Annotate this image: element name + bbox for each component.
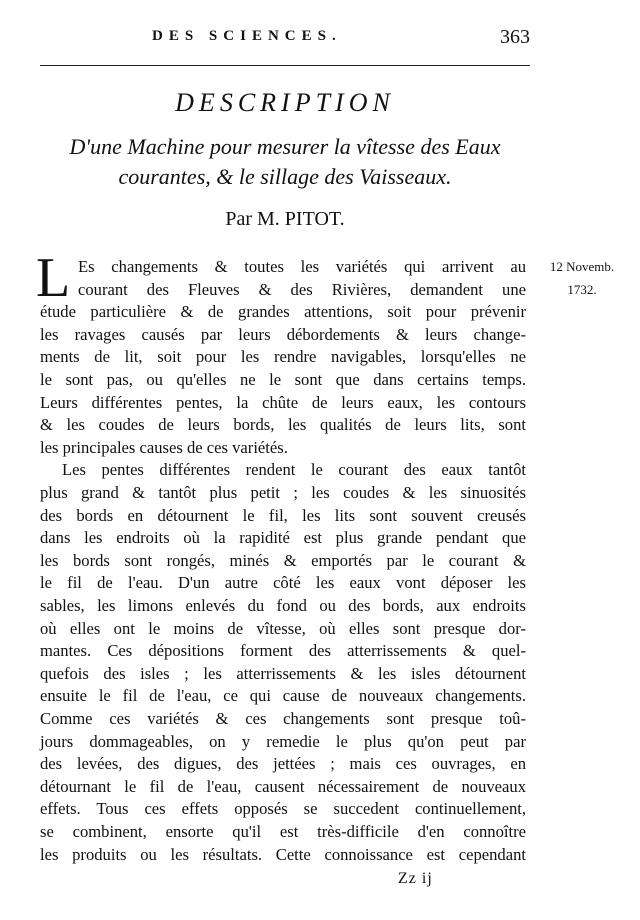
article-title: DESCRIPTION bbox=[175, 88, 395, 117]
text-line: plus grand & tantôt plus petit ; les coudes & les sinuosités bbox=[40, 483, 526, 502]
subtitle-line: D'une Machine pour mesurer la vîtesse des Eaux bbox=[69, 134, 501, 159]
text-line: se combinent, ensorte qu'il est très-difficile d'en connoître bbox=[40, 822, 526, 841]
text-line: détournant le fil de l'eau, causent nécessairement de nouveaux bbox=[40, 776, 526, 796]
text-line: les principales causes de ces variétés. bbox=[40, 437, 288, 457]
text-line: Les pentes différentes rendent le courant des eaux tantôt bbox=[62, 460, 526, 480]
text-line: effets. Tous ces effets opposés se succedent continuellement, bbox=[40, 799, 526, 819]
signature-mark: Zz ij bbox=[398, 870, 433, 888]
text-line: le fil de l'eau. D'un autre côté les eaux vont déposer les bbox=[40, 573, 526, 593]
text-line: sables, les limons enlevés du fond ou des bords, aux endroits bbox=[40, 596, 526, 615]
text-line: les produits ou les résultats. Cette connoissance est cependant bbox=[40, 844, 526, 864]
text-line: les ravages causés par leurs débordements & leurs change- bbox=[40, 324, 526, 344]
text-line: jours dommageables, on y remedie le plus qu'on peut par bbox=[40, 731, 526, 751]
text-line: quefois des isles ; les atterrissements & les isles détournent bbox=[40, 663, 526, 683]
page-number: 363 bbox=[500, 26, 530, 48]
margin-note-year: 1732. bbox=[567, 281, 597, 297]
text-line: ments de lit, soit pour les rendre navigables, lorsqu'elles ne bbox=[40, 347, 526, 367]
text-line: dans les endroits où la rapidité est plus grande pendant que bbox=[40, 528, 526, 548]
text-line: le sont pas, ou qu'elles ne le sont que dans certains temps. bbox=[40, 370, 526, 389]
text-line: ensuite le fil de l'eau, ce qui cause de nouveaux changements. bbox=[40, 686, 526, 706]
text-line: Comme ces variétés & ces changements sont presque toû- bbox=[40, 709, 526, 728]
text-line: courant des Fleuves & des Rivières, demandent une bbox=[78, 279, 526, 299]
text-line: où elles ont le moins de vîtesse, où elles sont presque dor- bbox=[40, 618, 526, 638]
drop-cap: L bbox=[36, 247, 71, 309]
margin-note-date: 12 Novemb. bbox=[549, 259, 615, 274]
text-line: des bords en détournent le fil, les lits sont souvent creusés bbox=[40, 505, 526, 525]
text-line: & les coudes de leurs bords, les qualités de leurs lits, sont bbox=[40, 415, 526, 435]
article-subtitle bbox=[40, 132, 530, 192]
text-line: des levées, des digues, des jettées ; mais ces ouvrages, en bbox=[40, 754, 526, 774]
text-line: mantes. Ces dépositions forment des atterrissements & quel- bbox=[40, 641, 526, 661]
subtitle-line: courantes, & le sillage des Vaisseaux. bbox=[118, 164, 452, 189]
author-byline: Par M. PITOT. bbox=[225, 208, 345, 230]
text-line: les bords sont rongés, minés & emportés par le courant & bbox=[40, 550, 526, 570]
text-line: Leurs différentes pentes, la chûte de leurs eaux, les contours bbox=[40, 392, 526, 412]
header-rule bbox=[40, 65, 530, 66]
margin-date-note bbox=[532, 256, 632, 301]
text-line: Es changements & toutes les variétés qui arrivent au bbox=[78, 257, 526, 276]
running-title: DES SCIENCES. bbox=[152, 28, 342, 44]
page-header bbox=[40, 22, 530, 52]
text-line: étude particulière & de grandes attentions, soit pour prévenir bbox=[40, 302, 526, 322]
